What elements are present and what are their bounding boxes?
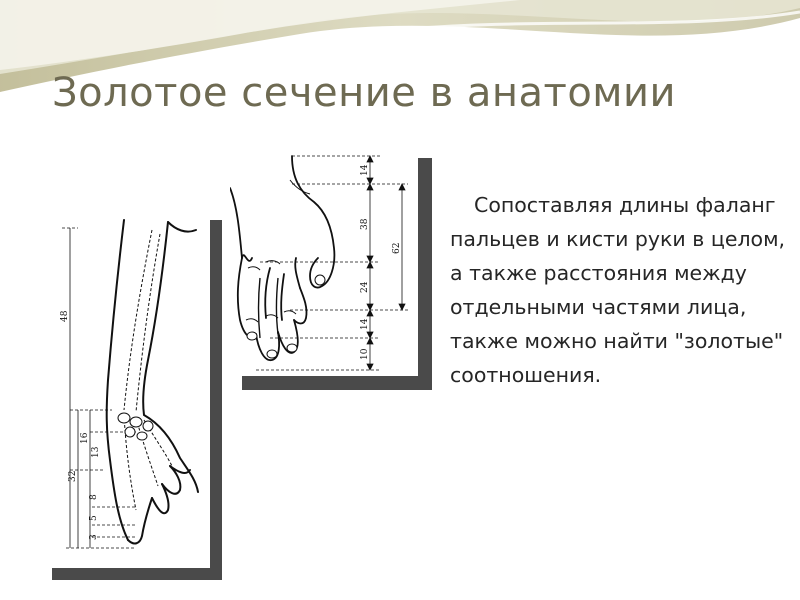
arm-figure [40,210,222,580]
arm-label-phalanx3: 3 [89,534,99,540]
hand-label-d1: 14 [360,164,370,176]
arm-figure-panel [40,210,210,568]
hand-label-d2: 38 [360,218,370,230]
hand-label-d3: 24 [360,281,370,293]
arm-label-hand: 32 [68,470,78,482]
arm-label-phalanx1: 8 [89,494,99,500]
arm-label-phalanx2: 5 [89,515,99,521]
hand-label-d5: 10 [360,348,370,360]
arm-label-palm: 16 [80,432,90,444]
arm-label-total: 48 [60,310,70,322]
hand-figure [230,148,432,390]
hand-label-d4: 14 [360,318,370,330]
slide-body-text: Сопоставляя длины фаланг пальцев и кисти руки в целом, а также расстояния между отдельными частями лица, также можно найти "золотые" соотношения. [450,193,786,387]
hand-figure-panel [230,148,418,376]
arm-illustration [40,210,210,568]
hand-illustration [230,148,418,376]
arm-label-finger: 13 [91,446,101,458]
hand-label-total: 62 [392,242,402,254]
slide-title: Золотое сечение в анатомии [52,70,676,116]
